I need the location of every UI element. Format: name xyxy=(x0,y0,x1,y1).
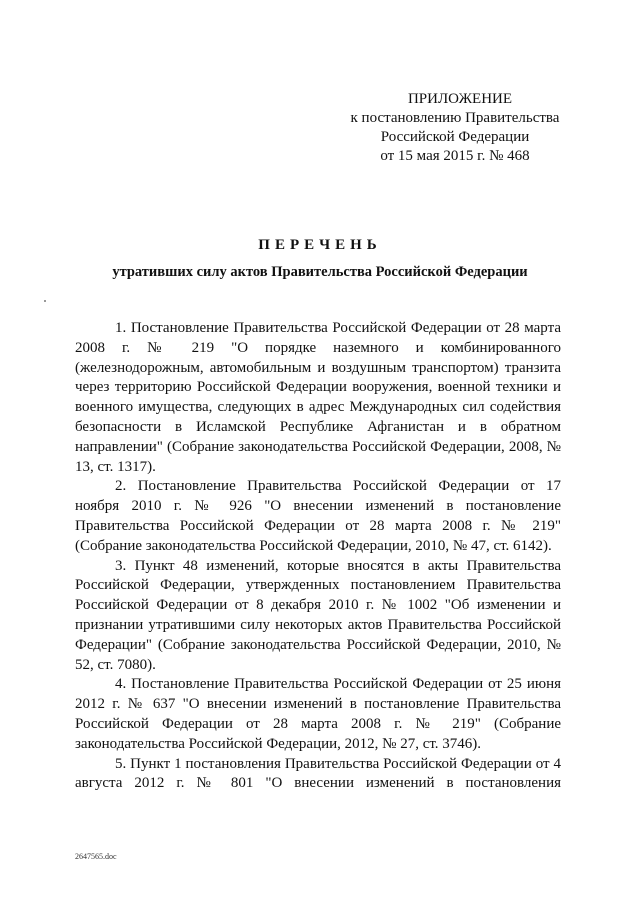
list-item-3: 3. Пункт 48 изменений, которые вносятся в акты Правительства Российской Федерации, утвержденных постановлением Правительства Российской Федерации от 8 декабря 2010 г. № 1002 "Об изменении и признании утратившими силу некоторых актов Правительства Российской Федерации" (Собрание законодательства Российской Федерации, 2010, № 52, ст. 7080). xyxy=(75,557,561,673)
document-body xyxy=(75,319,561,794)
appendix-line-federation: Российской Федерации xyxy=(380,129,530,145)
scan-mark xyxy=(44,300,46,302)
list-item-1: 1. Постановление Правительства Российской Федерации от 28 марта 2008 г. № 219 "О порядке наземного и комбинированного (железнодорожным, автомобильным и воздушным транспортом) транзита через территорию Российской Федерации вооружения, военной техники и военного имущества, следующих в адрес Международных сил содействия безопасности в Исламской Республике Афганистан и в обратном направлении" (Собрание законодательства Российской Федерации, 2008, № 13, ст. 1317). xyxy=(75,320,561,475)
document-file-code: 2647565.doc xyxy=(75,852,117,861)
document-title: ПЕРЕЧЕНЬ xyxy=(258,237,382,253)
appendix-header xyxy=(330,90,580,166)
appendix-line-resolution: к постановлению Правительства xyxy=(350,110,560,126)
document-subtitle: утративших силу актов Правительства Российской Федерации xyxy=(112,264,528,280)
appendix-label: ПРИЛОЖЕНИЕ xyxy=(407,91,513,107)
list-item-4: 4. Постановление Правительства Российской Федерации от 25 июня 2012 г. № 637 "О внесении изменений в постановление Правительства Российской Федерации от 28 марта 2008 г. № 219" (Собрание законодательства Российской Федерации, 2012, № 27, ст. 3746). xyxy=(75,676,561,752)
list-item-2: 2. Постановление Правительства Российской Федерации от 17 ноября 2010 г. № 926 "О внесении изменений в постановление Правительства Российской Федерации от 28 марта 2008 г. № 219" (Собрание законодательства Российской Федерации, 2010, № 47, ст. 6142). xyxy=(75,478,561,554)
list-item-5: 5. Пункт 1 постановления Правительства Российской Федерации от 4 августа 2012 г. № 801 "О внесении изменений в постановления xyxy=(75,755,561,792)
appendix-line-date: от 15 мая 2015 г. № 468 xyxy=(380,148,530,164)
